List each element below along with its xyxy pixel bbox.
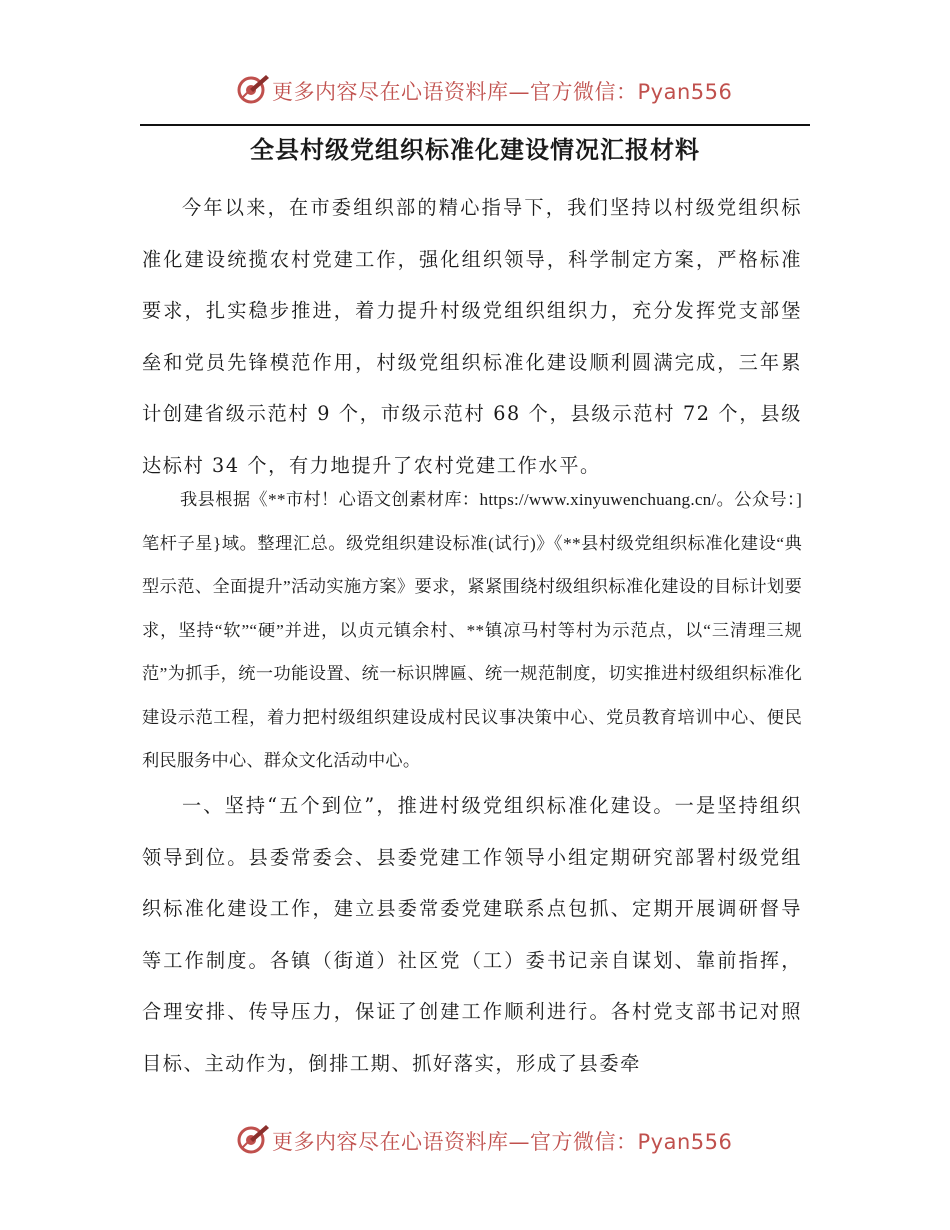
banner-text — [272, 76, 732, 106]
footer-banner — [0, 1120, 950, 1160]
paragraph-section-one: 一、坚持“五个到位”，推进村级党组织标准化建设。一是坚持组织领导到位。县委常委会、县委党建工作领导小组定期研究部署村级党组织标准化建设工作，建立县委常委党建联系点包抓、定期开展调研督导等工作制度。各镇（街道）社区党（工）委书记亲自谋划、靠前指挥，合理安排、传导压力，保证了创建工作顺利进行。各村党支部书记对照目标、主动作为，倒排工期、抓好落实，形成了县委牵 — [142, 794, 802, 1075]
banner-main-text: 更多内容尽在心语资料库 — [272, 80, 509, 104]
pen-logo-icon — [236, 1122, 270, 1156]
banner-wechat-text: 官方微信：Pyan556 — [530, 1130, 733, 1154]
banner-wechat-text: 官方微信：Pyan556 — [530, 80, 733, 104]
banner-dash: — — [508, 1130, 530, 1154]
pen-logo-icon — [236, 72, 270, 106]
header-banner — [0, 70, 950, 110]
document-title: 全县村级党组织标准化建设情况汇报材料 — [250, 135, 700, 164]
paragraph-intro: 今年以来，在市委组织部的精心指导下，我们坚持以村级党组织标准化建设统揽农村党建工作，强化组织领导，科学制定方案，严格标准要求，扎实稳步推进，着力提升村级党组织组织力，充分发挥党支部堡垒和党员先锋模范作用，村级党组织标准化建设顺利圆满完成，三年累计创建省级示范村 9 个，市级示范村 68 个，县级示范村 72 个，县级达标村 34 个，有力地提升了农村党建工作水平。 — [142, 196, 802, 477]
header-rule — [140, 124, 810, 126]
banner-main-text: 更多内容尽在心语资料库 — [272, 1130, 509, 1154]
banner-text — [272, 1126, 732, 1156]
banner-dash: — — [508, 80, 530, 104]
paragraph-basis: 我县根据《**市村！心语文创素材库：https://www.xinyuwenchuang.cn/。公众号：]笔杆子星}域。整理汇总。级党组织建设标准(试行)》《**县村级党组织标准化建设“典型示范、全面提升”活动实施方案》要求，紧紧围绕村级组织标准化建设的目标计划要求，坚持“软”“硬”并进，以贞元镇余村、**镇凉马村等村为示范点，以“三清理三规范”为抓手，统一功能设置、统一标识牌匾、统一规范制度，切实推进村级组织标准化建设示范工程，着力把村级组织建设成村民议事决策中心、党员教育培训中心、便民利民服务中心、群众文化活动中心。 — [142, 490, 802, 770]
